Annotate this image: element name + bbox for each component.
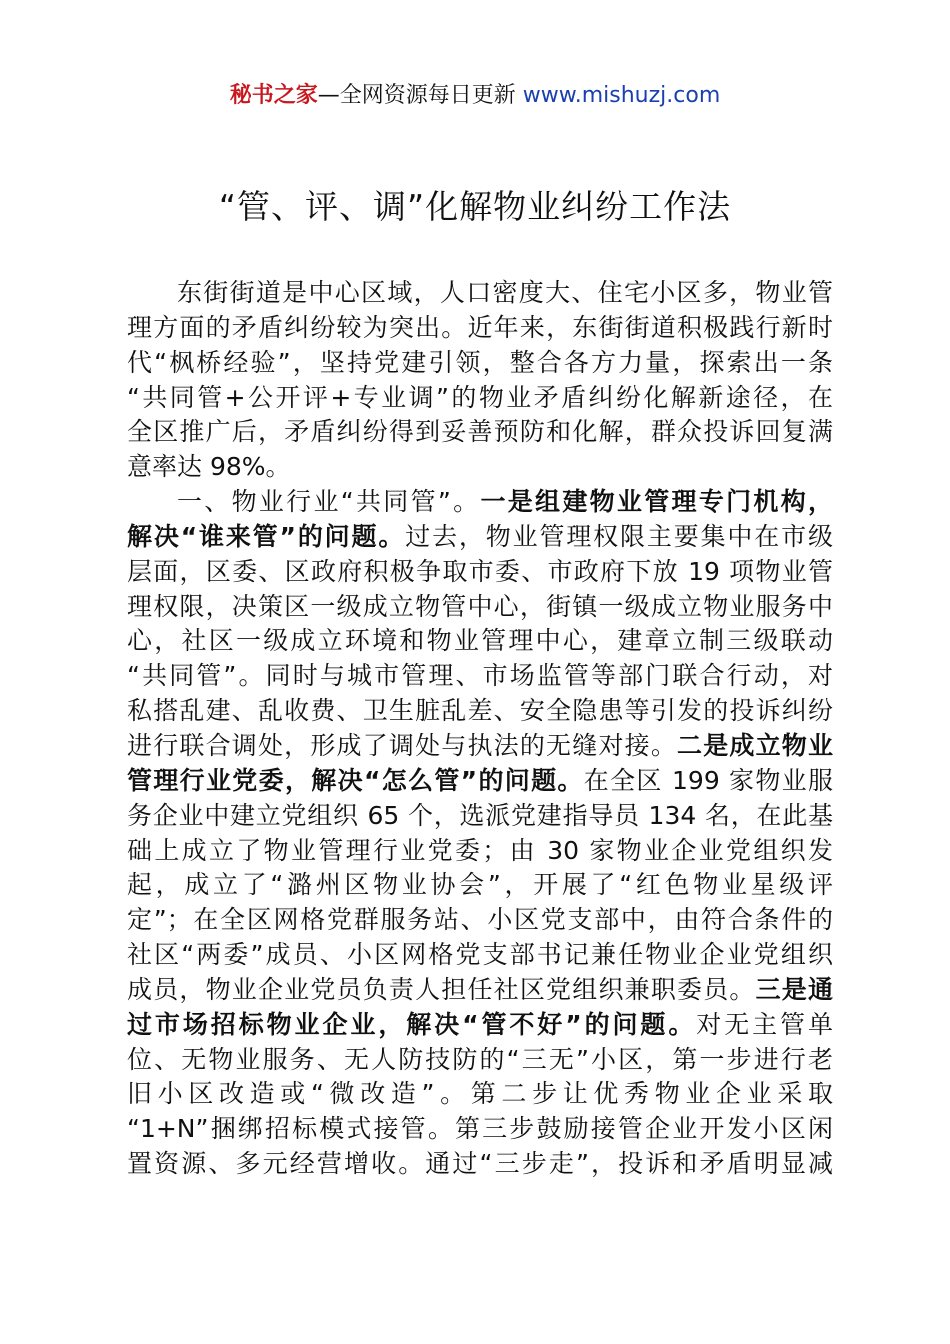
- body-text-span: “1+N”捆绑招标模式接管。第三步鼓励接管企业开发小区闲: [127, 1114, 833, 1144]
- body-line: [127, 276, 833, 311]
- body-text-span: 私搭乱建、乱收费、卫生脏乱差、安全隐患等引发的投诉纠纷: [127, 696, 833, 726]
- body-line: [127, 1043, 833, 1078]
- body-line: [127, 311, 833, 346]
- body-line: [127, 590, 833, 625]
- body-line: [127, 450, 833, 485]
- site-brand: 秘书之家: [229, 83, 318, 108]
- body-line: [127, 834, 833, 869]
- body-line: [127, 659, 833, 694]
- body-text-span: 在全区 199 家物业服: [583, 765, 833, 795]
- bold-text: 二是成立物业: [677, 730, 833, 760]
- body-line: [127, 973, 833, 1008]
- body-line: [127, 1147, 833, 1182]
- body-text-span: 础上成立了物业管理行业党委；由 30 家物业企业党组织发: [127, 835, 833, 865]
- body-line: [127, 764, 833, 799]
- site-tagline: —全网资源每日更新: [317, 83, 523, 108]
- bold-text: 解决“谁来管”的问题。: [127, 521, 406, 551]
- body-text-span: 起，成立了“潞州区物业协会”，开展了“红色物业星级评: [127, 870, 833, 900]
- body-text-span: 理权限，决策区一级成立物管中心，街镇一级成立物业服务中: [127, 591, 833, 621]
- body-text-span: 一、物业行业“共同管”。: [177, 487, 481, 517]
- body-line: [127, 1008, 833, 1043]
- body-text-span: 务企业中建立党组织 65 个，选派党建指导员 134 名，在此基: [127, 800, 833, 830]
- body-text-span: 置资源、多元经营增收。通过“三步走”，投诉和矛盾明显减: [127, 1149, 833, 1179]
- body-line: [127, 624, 833, 659]
- body-text-span: 定”；在全区网格党群服务站、小区党支部中，由符合条件的: [127, 905, 833, 935]
- body-text-span: 旧小区改造或“微改造”。第二步让优秀物业企业采取: [127, 1079, 833, 1109]
- body-line: [127, 799, 833, 834]
- body-text-span: 东街街道是中心区域，人口密度大、住宅小区多，物业管: [177, 278, 833, 307]
- body-text-span: 对无主管单: [696, 1009, 833, 1039]
- body-line: [127, 694, 833, 729]
- document-title: “管、评、调”化解物业纠纷工作法: [218, 187, 732, 226]
- body-text-span: 过去，物业管理权限主要集中在市级: [405, 521, 833, 551]
- body-text-span: 心，社区一级成立环境和物业管理中心，建章立制三级联动: [127, 626, 833, 656]
- body-text-span: 理方面的矛盾纠纷较为突出。近年来，东街街道积极践行新时: [127, 312, 833, 342]
- body-text-span: 社区“两委”成员、小区网格党支部书记兼任物业企业党组织: [127, 940, 833, 970]
- body-line: [127, 346, 833, 381]
- body-line: [127, 1077, 833, 1112]
- bold-text: 三是通: [755, 974, 833, 1004]
- site-url-link[interactable]: www.mishuzj.com: [522, 83, 721, 108]
- document-body: [127, 276, 833, 1182]
- bold-text: 过市场招标物业企业，解决“管不好”的问题。: [127, 1009, 697, 1039]
- body-line: [127, 520, 833, 555]
- body-text-span: 位、无物业服务、无人防技防的“三无”小区，第一步进行老: [127, 1044, 833, 1074]
- bold-text: 管理行业党委，解决“怎么管”的问题。: [127, 765, 584, 795]
- body-line: [127, 1112, 833, 1147]
- body-text-span: “共同管”。同时与城市管理、市场监管等部门联合行动，对: [127, 661, 833, 691]
- body-line: [127, 868, 833, 903]
- body-line: [127, 485, 833, 520]
- body-text-span: 层面，区委、区政府积极争取市委、市政府下放 19 项物业管: [127, 556, 833, 586]
- body-text-span: “共同管+公开评+专业调”的物业矛盾纠纷化解新途径，在: [127, 382, 833, 412]
- body-text-span: 进行联合调处，形成了调处与执法的无缝对接。: [127, 730, 678, 760]
- body-text-span: 代“枫桥经验”，坚持党建引领，整合各方力量，探索出一条: [127, 347, 833, 377]
- body-line: [127, 415, 833, 450]
- body-line: [127, 381, 833, 416]
- bold-text: 一是组建物业管理专门机构，: [480, 487, 833, 517]
- body-text-span: 成员，物业企业党员负责人担任社区党组织兼职委员。: [127, 974, 756, 1004]
- body-line: [127, 729, 833, 764]
- body-text-span: 意率达 98%。: [127, 452, 291, 482]
- body-text-span: 全区推广后，矛盾纠纷得到妥善预防和化解，群众投诉回复满: [127, 417, 833, 447]
- body-line: [127, 938, 833, 973]
- body-line: [127, 555, 833, 590]
- site-header: [0, 80, 950, 112]
- body-line: [127, 903, 833, 938]
